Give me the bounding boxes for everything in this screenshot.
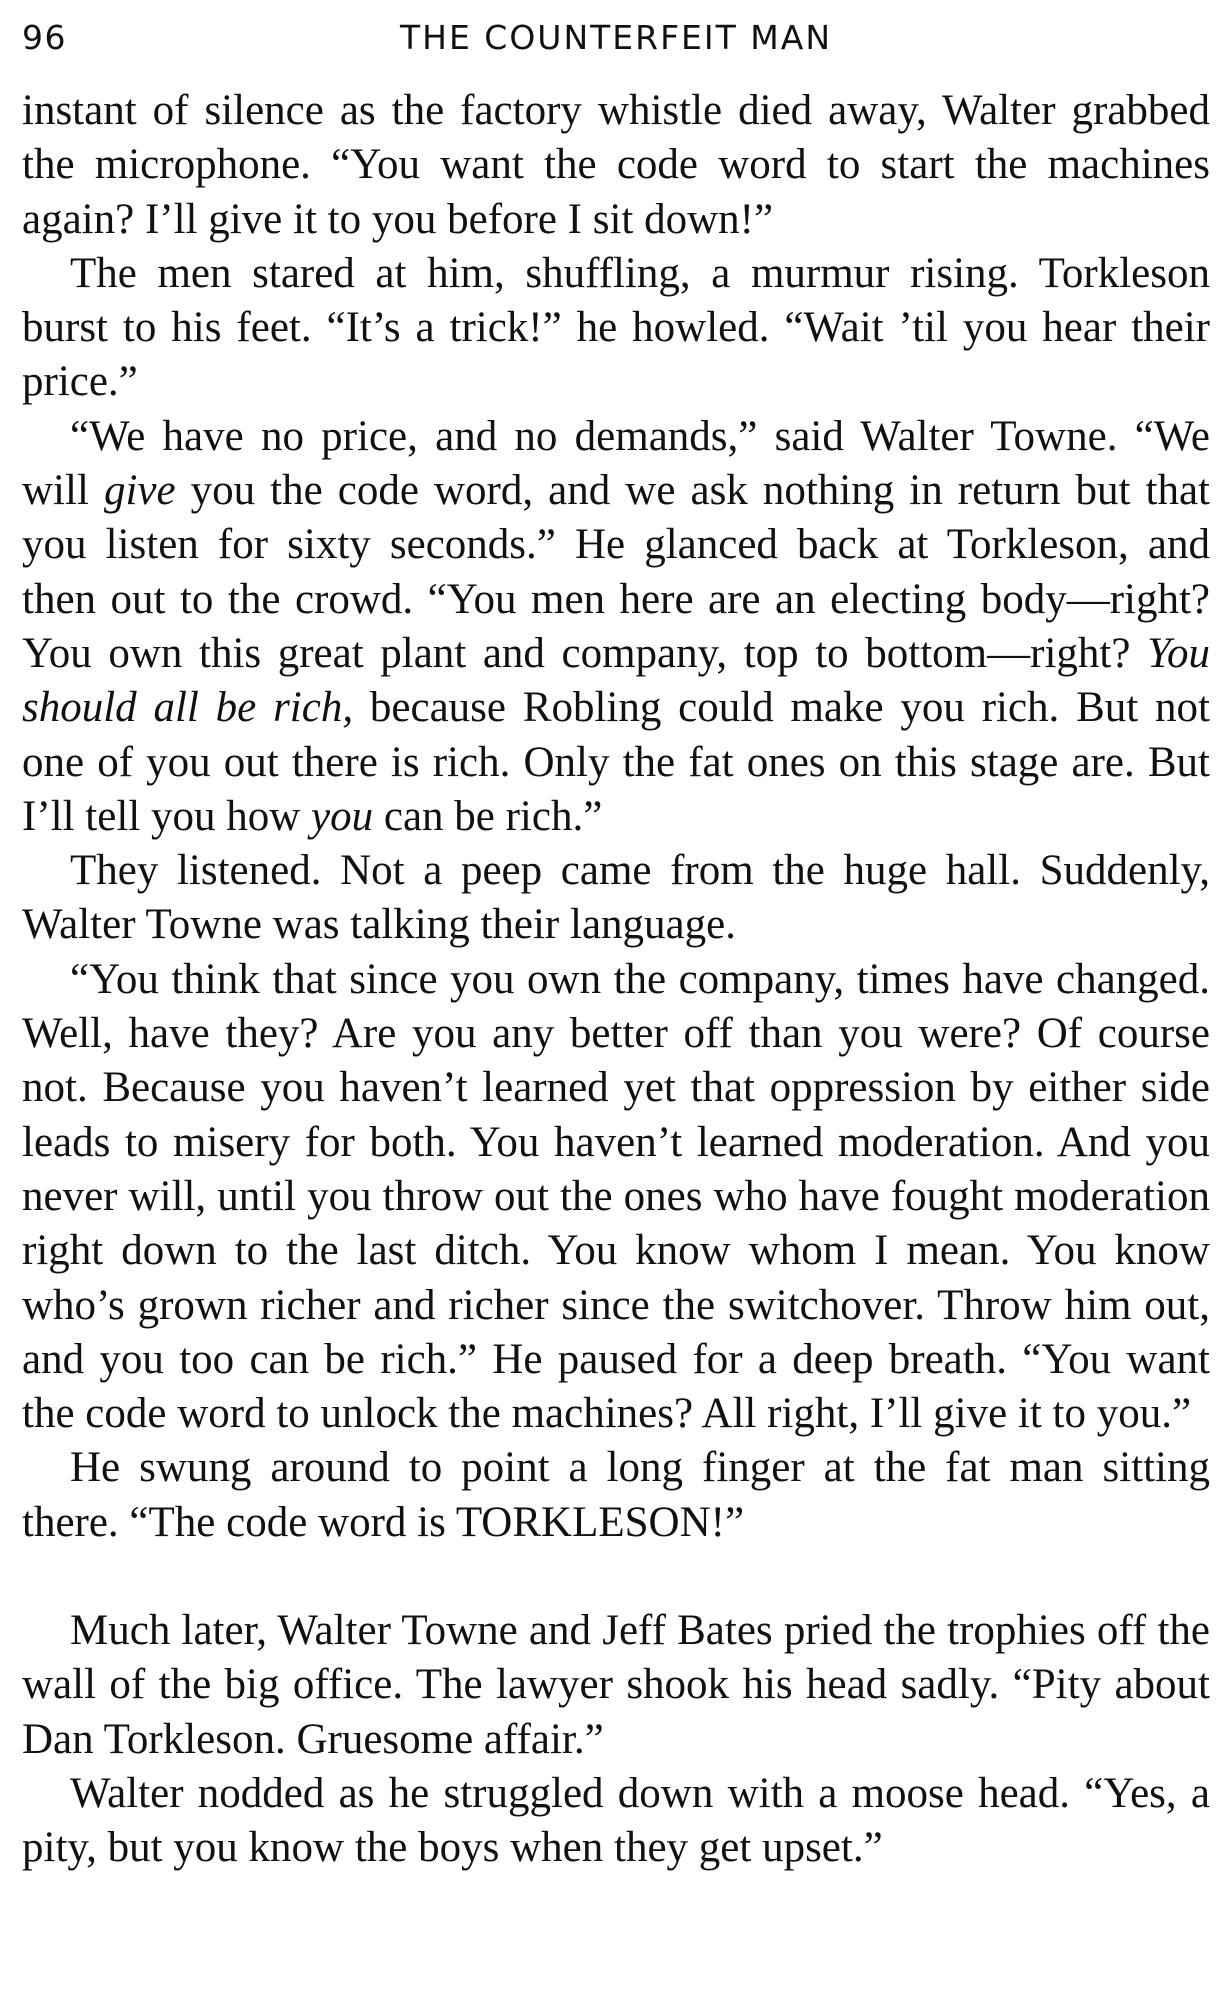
body-text: [22, 84, 1210, 1876]
text-run: The men stared at him, shuffling, a murmur rising. Torkleson burst to his feet. “It’s a trick!” he howled. “Wait ’til you hear their price.”: [22, 249, 1210, 406]
book-title: THE COUNTERFEIT MAN: [399, 18, 833, 57]
paragraph: [22, 247, 1210, 410]
italic-text-run: you: [311, 792, 374, 840]
paragraph: [22, 1441, 1210, 1550]
text-run: “You think that since you own the company, times have changed. Well, have they? Are you any better off than you were? Of course not. Because you haven’t learned yet that oppression by either side leads to misery for both. You haven’t learned moderation. And you never will, until you throw out the ones who have fought moderation right down to the last ditch. You know whom I mean. You know who’s grown richer and richer since the switchover. Throw him out, and you too can be rich.” He paused for a deep breath. “You want the code word to unlock the machines? All right, I’ll give it to you.”: [22, 955, 1210, 1438]
text-run: Much later, Walter Towne and Jeff Bates pried the trophies off the wall of the big office. The lawyer shook his head sadly. “Pity about Dan Torkleson. Gruesome affair.”: [22, 1607, 1210, 1763]
text-run: He swung around to point a long finger at the fat man sitting there. “The code word is TORKLESON!”: [22, 1444, 1210, 1546]
text-run: “We have no price, and no demands,” said Walter Towne. “We will: [22, 412, 1210, 515]
text-run: Walter nodded as he struggled down with a moose head. “Yes, a pity, but you know the boys when they get upset.”: [22, 1769, 1210, 1872]
paragraph: [22, 953, 1210, 1442]
text-run: They listened. Not a peep came from the huge hall. Suddenly, Walter Towne was talking their language.: [22, 847, 1210, 949]
running-head: [22, 18, 1210, 66]
paragraph: [22, 1604, 1210, 1767]
paragraph: [22, 844, 1210, 953]
paragraph: [22, 410, 1210, 844]
italic-text-run: You should all be rich,: [22, 629, 1210, 732]
text-run: instant of silence as the factory whistle died away, Walter grabbed the microphone. “You want the code word to start the machines again? I’ll give it to you before I sit down!”: [22, 87, 1210, 243]
page-number: 96: [22, 18, 67, 57]
text-run: can be rich.”: [373, 792, 603, 840]
text-run: you the code word, and we ask nothing in return but that you listen for sixty seconds.” He glanced back at Torkleson, and then out to the crowd. “You men here are an electing body—right? You own this great plant and company, top to bottom—right?: [22, 467, 1210, 677]
italic-text-run: give: [103, 467, 176, 515]
paragraph: [22, 1767, 1210, 1876]
text-run: because Robling could make you rich. But not one of you out there is rich. Only the fat ones on this stage are. But I’ll tell you how: [22, 684, 1210, 840]
paragraph: [22, 84, 1210, 247]
